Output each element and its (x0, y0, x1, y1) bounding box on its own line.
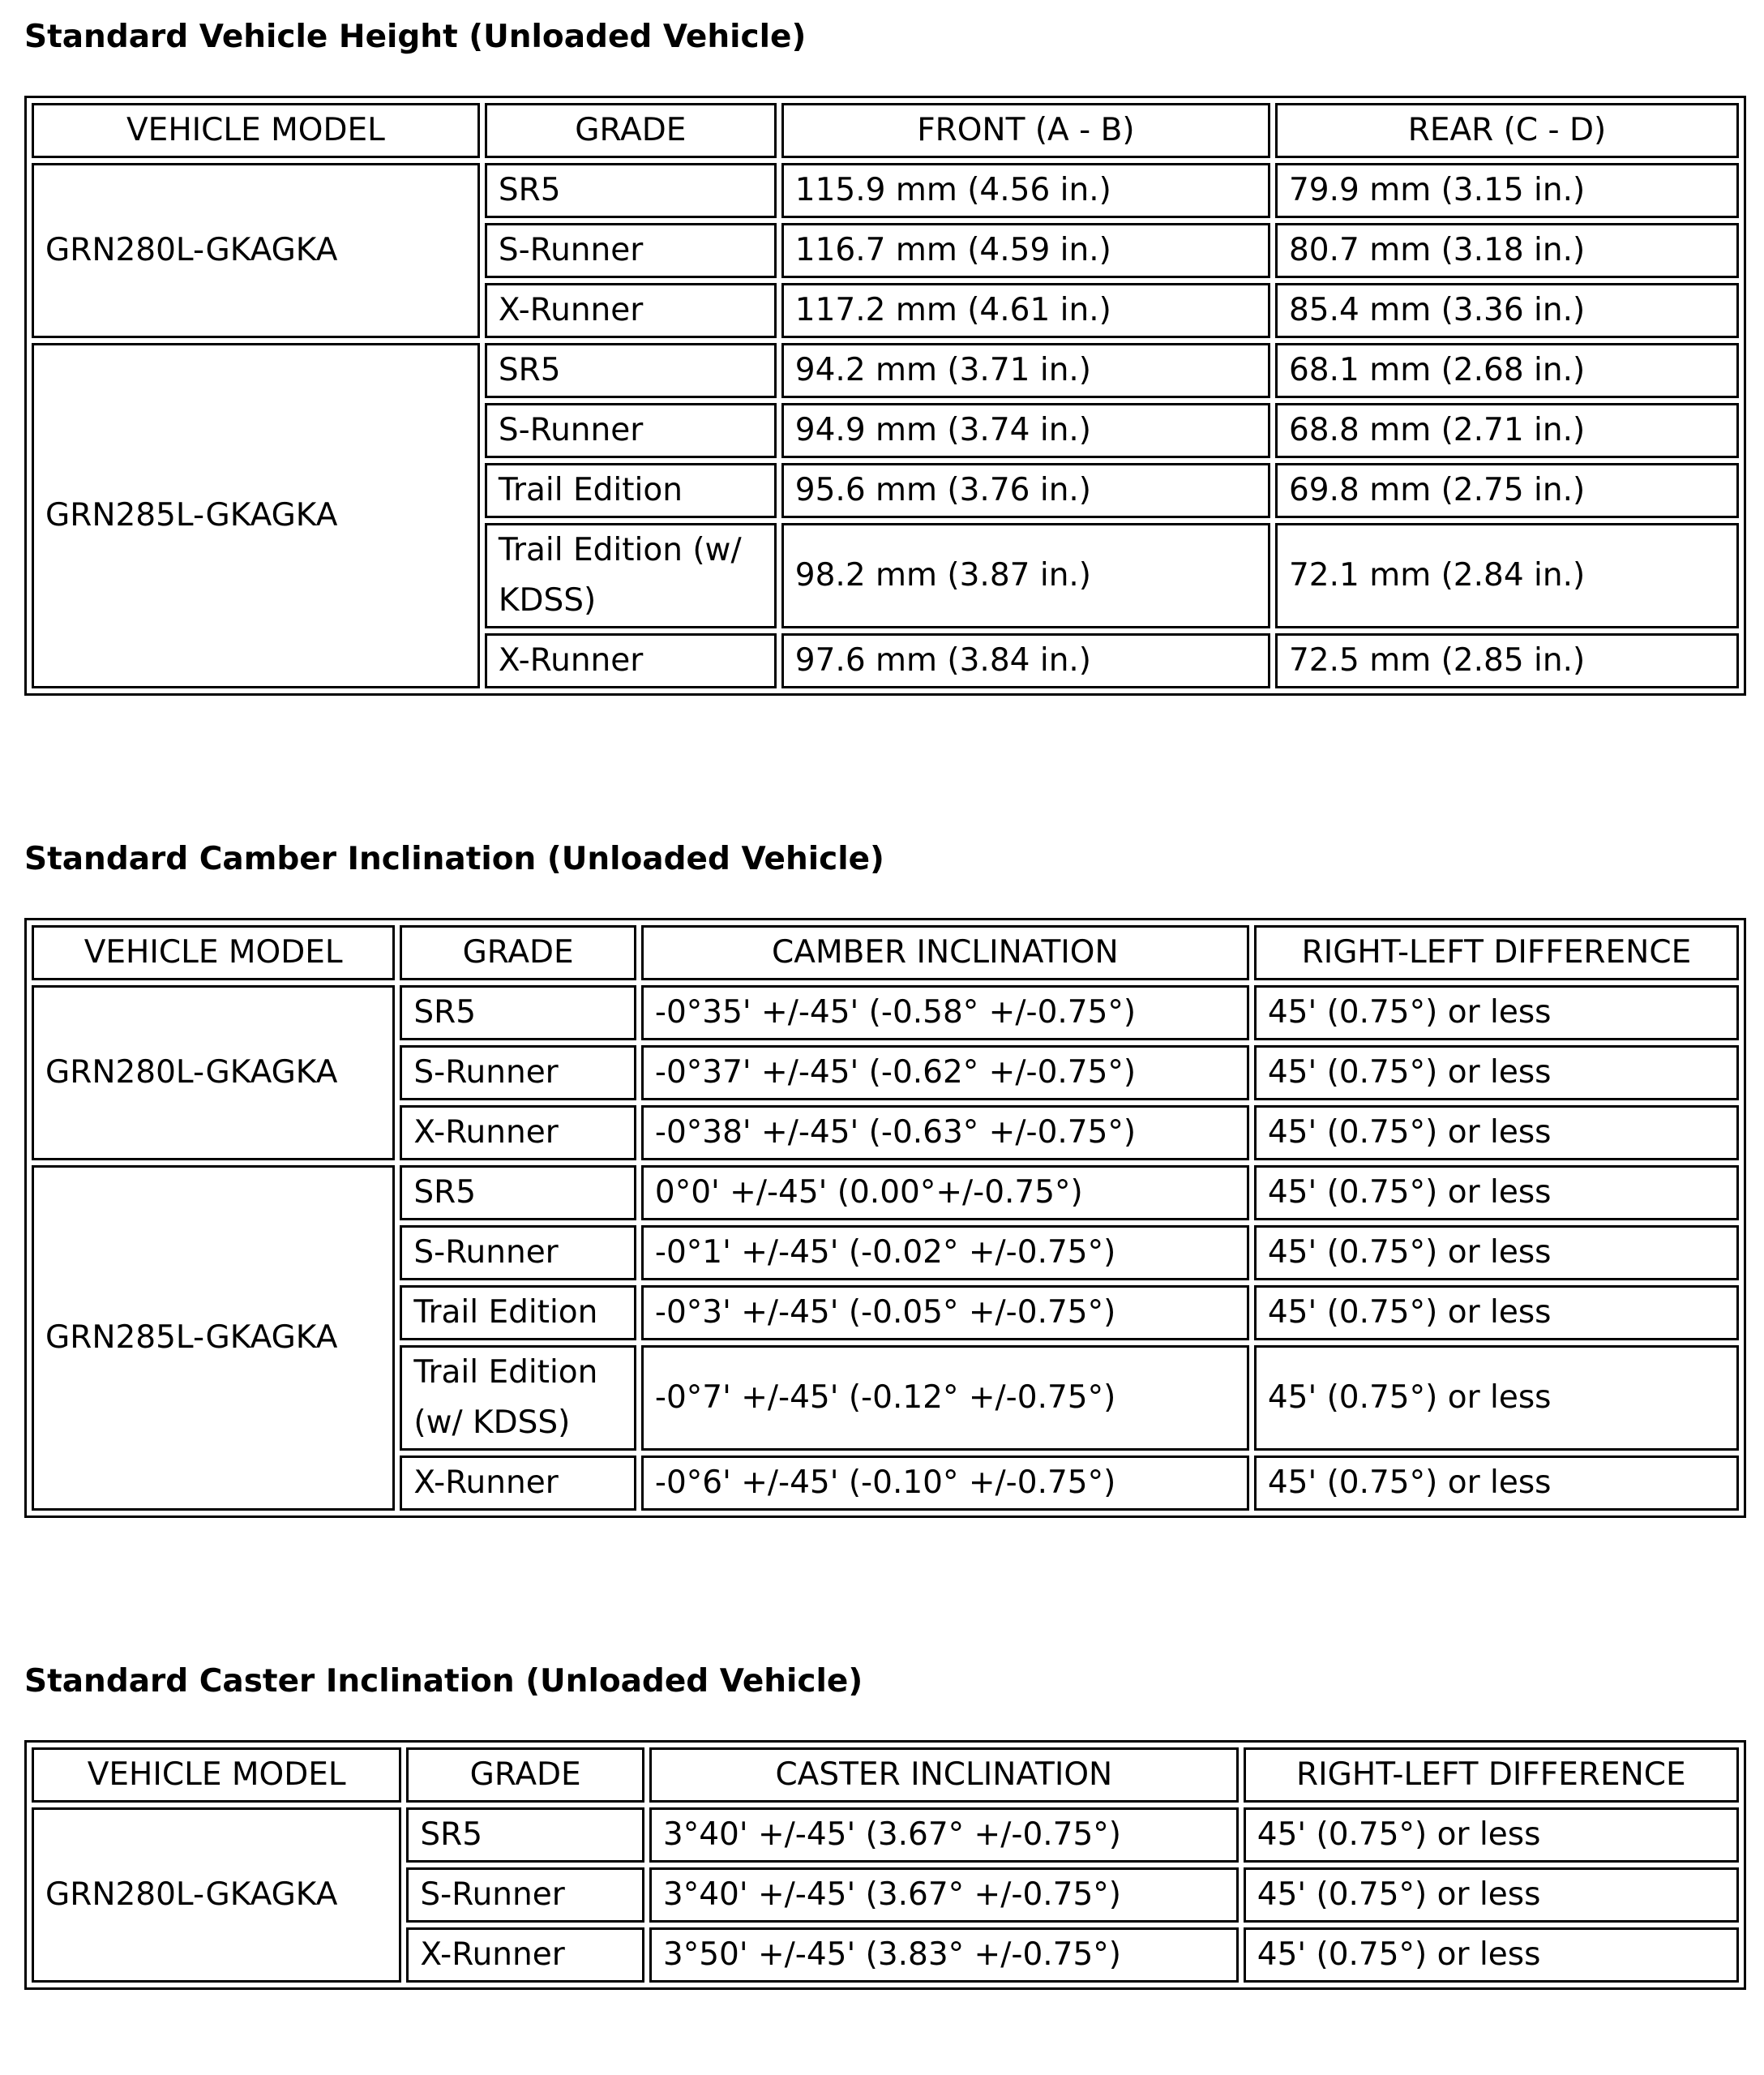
camber-cell: -0°1' +/-45' (-0.02° +/-0.75°) (641, 1225, 1249, 1280)
rear-cell: 72.5 mm (2.85 in.) (1275, 633, 1739, 688)
header-cell: VEHICLE MODEL (32, 925, 395, 980)
grade-cell: S-Runner (485, 403, 777, 458)
grade-cell: SR5 (485, 343, 777, 398)
caster-cell: 3°50' +/-45' (3.83° +/-0.75°) (649, 1927, 1239, 1983)
front-cell: 94.9 mm (3.74 in.) (781, 403, 1270, 458)
header-cell: RIGHT-LEFT DIFFERENCE (1254, 925, 1739, 980)
table-row (32, 1165, 1739, 1220)
header-cell: VEHICLE MODEL (32, 1747, 401, 1803)
rear-cell: 80.7 mm (3.18 in.) (1275, 223, 1739, 278)
camber-cell: -0°7' +/-45' (-0.12° +/-0.75°) (641, 1345, 1249, 1451)
model-cell: GRN285L-GKAGKA (32, 1165, 395, 1511)
front-cell: 117.2 mm (4.61 in.) (781, 283, 1270, 338)
table-row (32, 343, 1739, 398)
caster-table (24, 1740, 1746, 1990)
header-cell: REAR (C - D) (1275, 103, 1739, 158)
rear-cell: 68.8 mm (2.71 in.) (1275, 403, 1739, 458)
grade-cell: S-Runner (406, 1867, 644, 1923)
header-cell: FRONT (A - B) (781, 103, 1270, 158)
difference-cell: 45' (0.75°) or less (1254, 1456, 1739, 1511)
rear-cell: 72.1 mm (2.84 in.) (1275, 523, 1739, 628)
grade-cell: S-Runner (485, 223, 777, 278)
rear-cell: 68.1 mm (2.68 in.) (1275, 343, 1739, 398)
header-cell: GRADE (485, 103, 777, 158)
model-cell: GRN280L-GKAGKA (32, 1807, 401, 1983)
grade-cell: SR5 (485, 163, 777, 218)
table-row (32, 985, 1739, 1040)
camber-cell: -0°3' +/-45' (-0.05° +/-0.75°) (641, 1285, 1249, 1340)
header-cell: GRADE (406, 1747, 644, 1803)
grade-cell: X-Runner (485, 283, 777, 338)
header-cell: GRADE (400, 925, 636, 980)
grade-cell: S-Runner (400, 1225, 636, 1280)
grade-cell: SR5 (406, 1807, 644, 1863)
grade-cell: X-Runner (406, 1927, 644, 1983)
camber-table (24, 918, 1746, 1518)
header-cell: RIGHT-LEFT DIFFERENCE (1244, 1747, 1739, 1803)
front-cell: 116.7 mm (4.59 in.) (781, 223, 1270, 278)
difference-cell: 45' (0.75°) or less (1244, 1927, 1739, 1983)
height-table (24, 96, 1746, 696)
grade-cell: Trail Edition (w/ KDSS) (400, 1345, 636, 1451)
rear-cell: 79.9 mm (3.15 in.) (1275, 163, 1739, 218)
front-cell: 97.6 mm (3.84 in.) (781, 633, 1270, 688)
camber-cell: 0°0' +/-45' (0.00°+/-0.75°) (641, 1165, 1249, 1220)
table-row (32, 1807, 1739, 1863)
rear-cell: 85.4 mm (3.36 in.) (1275, 283, 1739, 338)
caster-cell: 3°40' +/-45' (3.67° +/-0.75°) (649, 1867, 1239, 1923)
difference-cell: 45' (0.75°) or less (1254, 1165, 1739, 1220)
front-cell: 98.2 mm (3.87 in.) (781, 523, 1270, 628)
header-row (32, 103, 1739, 158)
grade-cell: Trail Edition (485, 463, 777, 518)
camber-cell: -0°35' +/-45' (-0.58° +/-0.75°) (641, 985, 1249, 1040)
difference-cell: 45' (0.75°) or less (1254, 1285, 1739, 1340)
model-cell: GRN280L-GKAGKA (32, 985, 395, 1160)
header-cell: CASTER INCLINATION (649, 1747, 1239, 1803)
grade-cell: S-Runner (400, 1045, 636, 1100)
difference-cell: 45' (0.75°) or less (1244, 1807, 1739, 1863)
camber-cell: -0°38' +/-45' (-0.63° +/-0.75°) (641, 1105, 1249, 1160)
front-cell: 95.6 mm (3.76 in.) (781, 463, 1270, 518)
model-cell: GRN285L-GKAGKA (32, 343, 480, 688)
rear-cell: 69.8 mm (2.75 in.) (1275, 463, 1739, 518)
difference-cell: 45' (0.75°) or less (1254, 1105, 1739, 1160)
grade-cell: SR5 (400, 985, 636, 1040)
grade-cell: Trail Edition (400, 1285, 636, 1340)
table-row (32, 163, 1739, 218)
camber-title: Standard Camber Inclination (Unloaded Vehicle) (24, 841, 884, 877)
camber-cell: -0°37' +/-45' (-0.62° +/-0.75°) (641, 1045, 1249, 1100)
grade-cell: X-Runner (400, 1105, 636, 1160)
header-row (32, 1747, 1739, 1803)
camber-cell: -0°6' +/-45' (-0.10° +/-0.75°) (641, 1456, 1249, 1511)
grade-cell: X-Runner (400, 1456, 636, 1511)
difference-cell: 45' (0.75°) or less (1254, 1345, 1739, 1451)
difference-cell: 45' (0.75°) or less (1254, 985, 1739, 1040)
caster-title: Standard Caster Inclination (Unloaded Vehicle) (24, 1663, 863, 1700)
grade-cell: SR5 (400, 1165, 636, 1220)
header-cell: VEHICLE MODEL (32, 103, 480, 158)
difference-cell: 45' (0.75°) or less (1254, 1045, 1739, 1100)
height-title: Standard Vehicle Height (Unloaded Vehicle) (24, 19, 807, 55)
difference-cell: 45' (0.75°) or less (1244, 1867, 1739, 1923)
front-cell: 115.9 mm (4.56 in.) (781, 163, 1270, 218)
caster-cell: 3°40' +/-45' (3.67° +/-0.75°) (649, 1807, 1239, 1863)
model-cell: GRN280L-GKAGKA (32, 163, 480, 338)
difference-cell: 45' (0.75°) or less (1254, 1225, 1739, 1280)
header-cell: CAMBER INCLINATION (641, 925, 1249, 980)
grade-cell: Trail Edition (w/ KDSS) (485, 523, 777, 628)
header-row (32, 925, 1739, 980)
front-cell: 94.2 mm (3.71 in.) (781, 343, 1270, 398)
grade-cell: X-Runner (485, 633, 777, 688)
